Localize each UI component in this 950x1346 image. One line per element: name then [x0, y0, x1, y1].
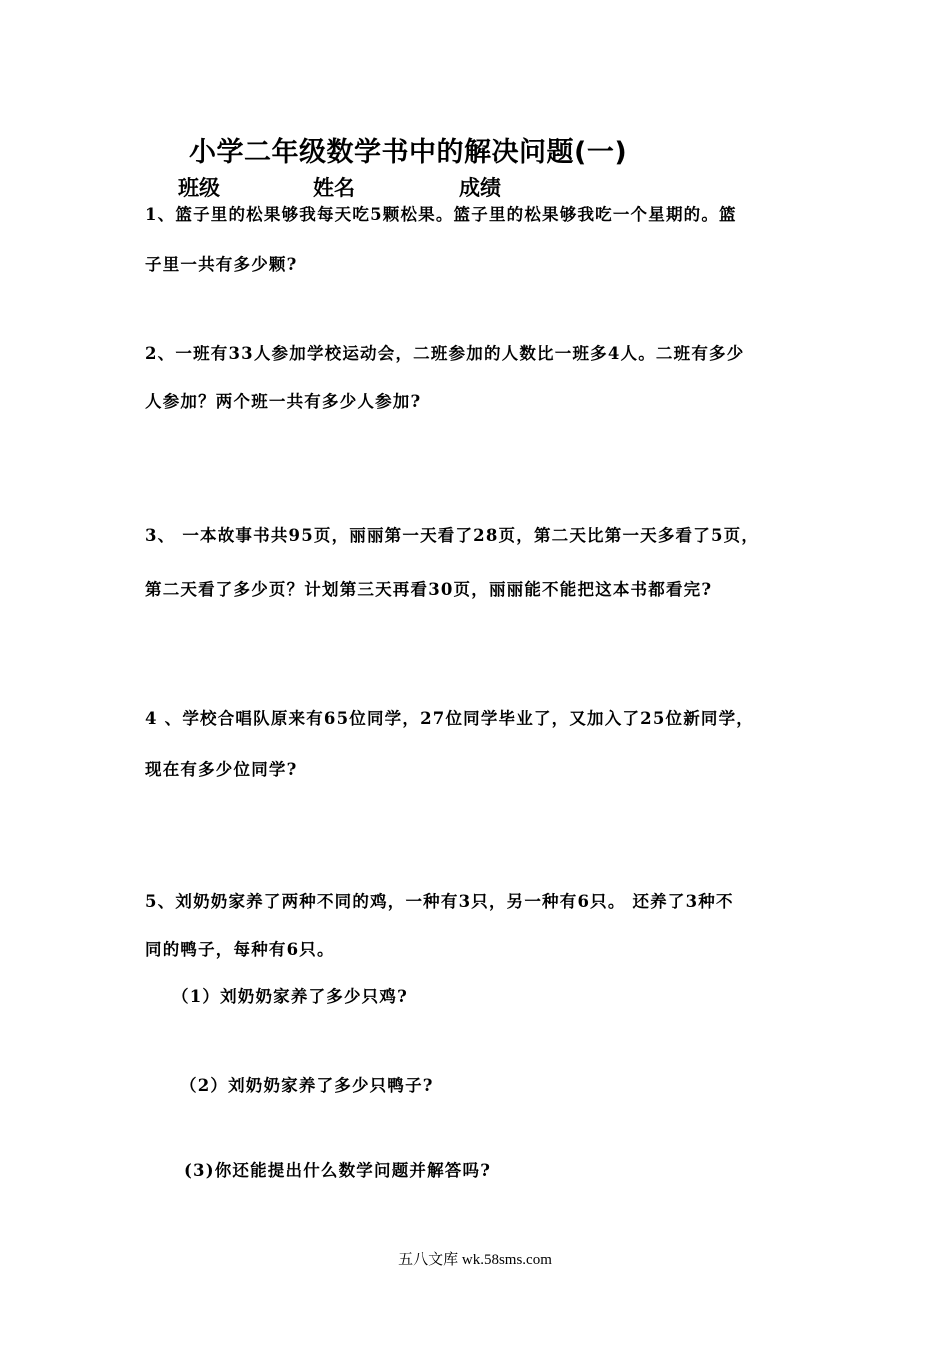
question-3-line-2: 第二天看了多少页？计划第三天再看30页，丽丽能不能把这本书都看完? — [145, 580, 713, 599]
question-5-subquestion-3: (3)你还能提出什么数学问题并解答吗? — [184, 1161, 492, 1180]
question-5-subquestion-2: （2）刘奶奶家养了多少只鸭子? — [180, 1076, 434, 1095]
class-field-label: 班级 — [178, 176, 220, 200]
score-field-label: 成绩 — [459, 176, 501, 200]
question-1-line-2: 子里一共有多少颗? — [145, 255, 298, 274]
question-4-line-1: 4 、学校合唱队原来有65位同学，27位同学毕业了，又加入了25位新同学， — [145, 709, 755, 728]
footer-watermark: 五八文库 wk.58sms.com — [398, 1252, 552, 1268]
question-5-line-1: 5、刘奶奶家养了两种不同的鸡，一种有3只，另一种有6只。 还养了3种不 — [145, 892, 734, 911]
question-4-line-2: 现在有多少位同学? — [145, 760, 298, 779]
question-5-subquestion-1: （1）刘奶奶家养了多少只鸡? — [172, 987, 408, 1006]
name-field-label: 姓名 — [313, 176, 355, 200]
question-1-line-1: 1、篮子里的松果够我每天吃5颗松果。篮子里的松果够我吃一个星期的。篮 — [145, 205, 737, 224]
page-title: 小学二年级数学书中的解决问题(一) — [189, 137, 628, 168]
question-2-line-2: 人参加？两个班一共有多少人参加? — [145, 392, 422, 411]
question-2-line-1: 2、一班有33人参加学校运动会，二班参加的人数比一班多4人。二班有多少 — [145, 344, 745, 363]
question-5-line-2: 同的鸭子，每种有6只。 — [145, 940, 335, 959]
question-3-line-1: 3、 一本故事书共95页，丽丽第一天看了28页，第二天比第一天多看了5页， — [145, 526, 760, 545]
